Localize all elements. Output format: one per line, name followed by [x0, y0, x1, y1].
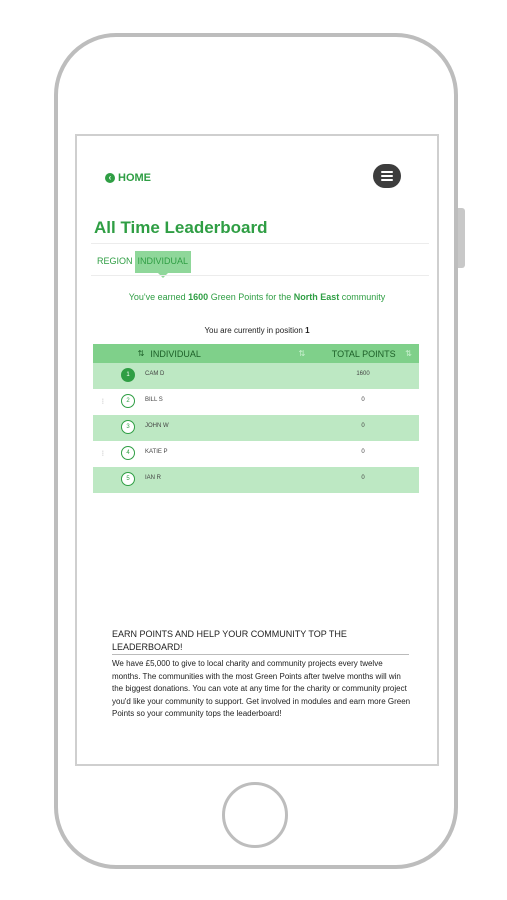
leaderboard-table: [93, 344, 419, 493]
column-individual[interactable]: INDIVIDUAL: [150, 348, 201, 359]
info-title: EARN POINTS AND HELP YOUR COMMUNITY TOP THE LEADERBOARD!: [112, 629, 347, 652]
sort-icon[interactable]: ⇅: [405, 349, 412, 358]
app-screen: [75, 134, 439, 766]
tab-individual[interactable]: INDIVIDUAL: [135, 251, 192, 273]
summary-points: 1600: [188, 292, 209, 302]
table-row[interactable]: [93, 467, 419, 493]
row-points: 0: [361, 423, 365, 429]
tab-bar: [95, 251, 191, 273]
position-value: 1: [305, 326, 310, 335]
row-name: JOHN W: [145, 423, 169, 429]
row-points: 1600: [356, 371, 370, 377]
table-header: [93, 344, 419, 363]
hamburger-line: [381, 179, 393, 181]
home-link[interactable]: [105, 172, 151, 184]
rank-badge: 1: [121, 368, 135, 382]
chevron-left-circle-icon: ‹: [105, 173, 115, 183]
summary-suffix: community: [341, 292, 386, 302]
tab-region[interactable]: REGION: [97, 256, 133, 266]
column-total-points[interactable]: TOTAL POINTS: [331, 348, 396, 359]
rank-badge: 2: [121, 394, 135, 408]
table-row[interactable]: [93, 415, 419, 441]
table-row[interactable]: [93, 363, 419, 389]
rank-badge: 4: [121, 446, 135, 460]
menu-button[interactable]: [373, 164, 401, 188]
home-label: HOME: [118, 172, 151, 184]
page-title: All Time Leaderboard: [94, 218, 268, 237]
hamburger-line: [381, 175, 393, 177]
rank-badge: 5: [121, 472, 135, 486]
row-points: 0: [361, 475, 365, 481]
table-row[interactable]: [93, 389, 419, 415]
row-name: BILL S: [145, 397, 163, 403]
position-text: [77, 326, 437, 335]
summary-middle: Green Points for the: [210, 292, 292, 302]
row-name: KATIE P: [145, 449, 168, 455]
divider: [112, 654, 409, 655]
points-summary: [77, 292, 437, 302]
drag-handle-icon[interactable]: ⋮: [100, 399, 106, 405]
divider: [91, 243, 429, 244]
sort-icon[interactable]: ⇅: [298, 349, 306, 358]
row-name: CAM D: [145, 371, 165, 377]
phone-side-button: [458, 208, 465, 268]
hamburger-icon: [381, 171, 393, 173]
summary-prefix: You've earned: [128, 292, 186, 302]
sort-icon[interactable]: ⇅: [137, 349, 145, 358]
drag-handle-icon[interactable]: ⋮: [100, 451, 106, 457]
summary-community: North East: [293, 292, 340, 302]
row-points: 0: [361, 397, 365, 403]
row-name: IAN R: [145, 475, 162, 481]
row-points: 0: [361, 449, 365, 455]
rank-badge: 3: [121, 420, 135, 434]
position-prefix: You are currently in position: [204, 326, 303, 335]
table-row[interactable]: [93, 441, 419, 467]
phone-home-button[interactable]: [222, 782, 288, 848]
info-body: We have £5,000 to give to local charity and community projects every twelve months. The communities with the most Green Points after twelve months will win the biggest donations. You can vote at any time for the charity or community project you'd like your community to support. Get involved in modules and earn more Green Points so your community tops the leaderboard!: [112, 659, 411, 718]
divider: [91, 275, 429, 276]
